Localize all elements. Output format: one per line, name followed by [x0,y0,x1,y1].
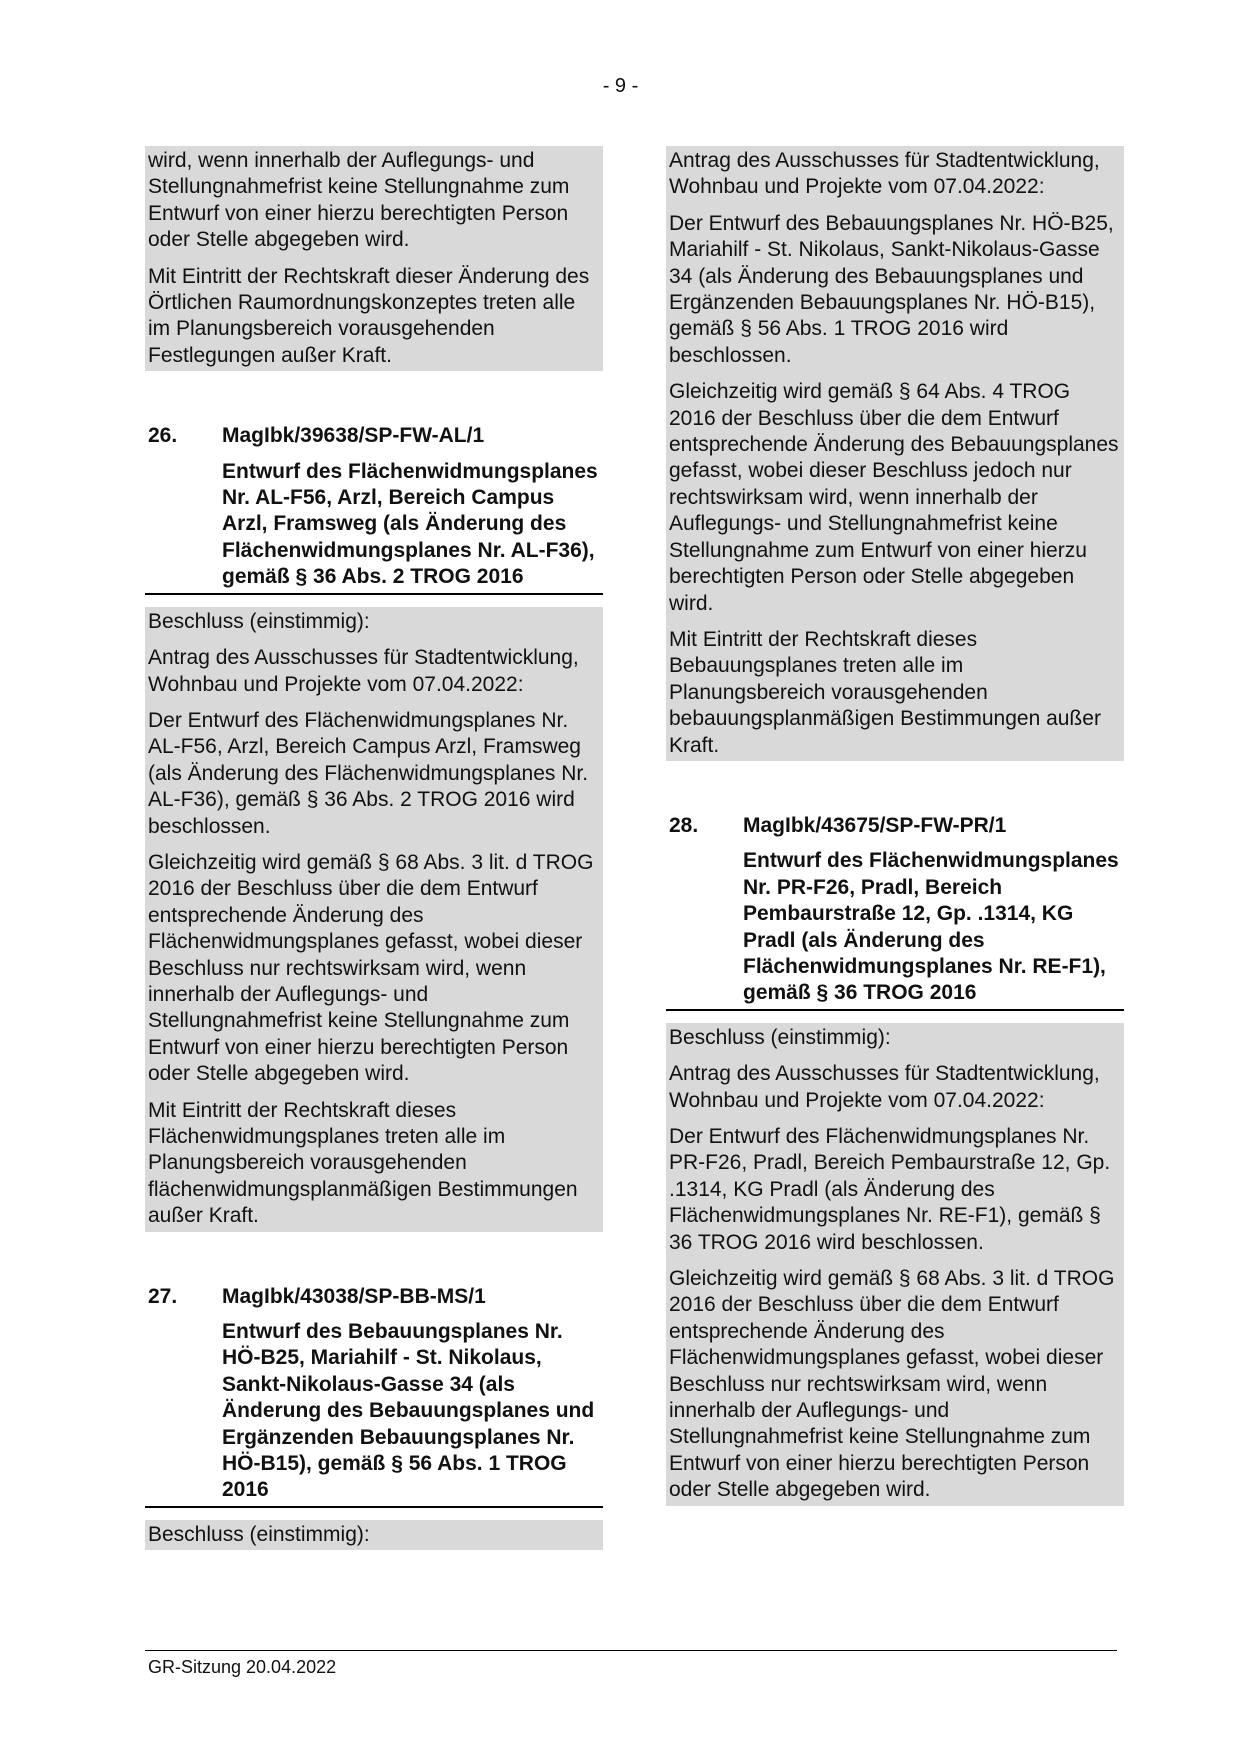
resolution-text-block [666,146,1124,761]
item-number: 27. [148,1284,178,1308]
paragraph: Der Entwurf des Flächenwidmungsplanes Nr. AL-F56, Arzl, Bereich Campus Arzl, Framsweg (als Änderung des Flächenwidmungsplanes Nr. AL-F36), gemäß § 36 Abs. 2 TROG 2016 wird beschlossen. [148,708,589,838]
footer-session-date: GR-Sitzung 20.04.2022 [148,1657,337,1677]
resolution-label: Beschluss (einstimmig): [148,609,370,633]
paragraph: Mit Eintritt der Rechtskraft dieses Bebauungsplanes treten alle im Planungsbereich vorausgehenden bebauungsplanmäßigen Bestimmungen außer Kraft. [669,627,1101,757]
resolution-label: Beschluss (einstimmig): [148,1522,370,1546]
page-number: - 9 - [602,75,639,97]
paragraph: Mit Eintritt der Rechtskraft dieser Änderung des Örtlichen Raumordnungskonzeptes treten alle im Planungsbereich vorausgehenden Festlegungen außer Kraft. [148,264,590,367]
paragraph: Antrag des Ausschusses für Stadtentwicklung, Wohnbau und Projekte vom 07.04.2022: [669,1062,1100,1112]
paragraph: Antrag des Ausschusses für Stadtentwicklung, Wohnbau und Projekte vom 07.04.2022: [148,646,579,696]
paragraph: Antrag des Ausschusses für Stadtentwicklung, Wohnbau und Projekte vom 07.04.2022: [669,149,1100,199]
agenda-item-27 [145,1284,603,1551]
paragraph: Der Entwurf des Flächenwidmungsplanes Nr. PR-F26, Pradl, Bereich Pembaurstraße 12, Gp. .1314, KG Pradl (als Änderung des Flächenwidmungsplanes Nr. RE-F1), gemäß § 36 TROG 2016 wird beschlossen. [669,1125,1111,1254]
item-code: MagIbk/43038/SP-BB-MS/1 [222,1284,486,1308]
left-column [145,146,603,1550]
item-heading [145,1284,603,1310]
item-number: 28. [669,813,699,837]
paragraph: Gleichzeitig wird gemäß § 64 Abs. 4 TROG 2016 der Beschluss über die dem Entwurf entsprechende Änderung des Bebauungsplanes gefasst, wobei dieser Beschluss jedoch nur rechtswirksam wird, wenn innerhalb der Auflegungs- und Stellungnahmefrist keine Stellungnahme zum Entwurf von einer hierzu berechtigten Person oder Stelle abgegeben wird. [669,380,1119,615]
item-heading [145,423,603,449]
item-title: Entwurf des Bebauungsplanes Nr. HÖ-B25, Mariahilf - St. Nikolaus, Sankt-Nikolaus-Gasse 34 (als Änderung des Bebauungsplanes und Ergänzenden Bebauungsplanes Nr. HÖ-B15), gemäß § 56 Abs. 1 TROG 2016 [145,1319,603,1508]
agenda-item-28 [666,813,1124,1506]
resolution-text-block [145,146,603,371]
paragraph: Gleichzeitig wird gemäß § 68 Abs. 3 lit. d TROG 2016 der Beschluss über die dem Entwurf entsprechende Änderung des Flächenwidmungsplanes gefasst, wobei dieser Beschluss nur rechtswirksam wird, wenn innerhalb der Auflegungs- und Stellungnahmefrist keine Stellungnahme zum Entwurf von einer hierzu berechtigten Person oder Stelle abgegeben wird. [148,850,594,1086]
agenda-item-26 [145,423,603,1231]
resolution-text-block [145,1520,603,1550]
resolution-label: Beschluss (einstimmig): [669,1025,891,1049]
paragraph: Mit Eintritt der Rechtskraft dieses Flächenwidmungsplanes treten alle im Planungsbereich vorausgehenden flächenwidmungsplanmäßigen Bestimmungen außer Kraft. [148,1098,578,1228]
right-column [666,146,1124,1506]
resolution-text-block [145,607,603,1232]
footer-divider [145,1650,1117,1651]
item-code: MagIbk/43675/SP-FW-PR/1 [743,813,1007,837]
item-number: 26. [148,424,178,448]
paragraph: wird, wenn innerhalb der Auflegungs- und Stellungnahmefrist keine Stellungnahme zum Entwurf von einer hierzu berechtigten Person oder Stelle abgegeben wird. [148,149,570,252]
item-heading [666,813,1124,839]
paragraph: Der Entwurf des Bebauungsplanes Nr. HÖ-B25, Mariahilf - St. Nikolaus, Sankt-Nikolaus-Gasse 34 (als Änderung des Bebauungsplanes und Ergänzenden Bebauungsplanes Nr. HÖ-B15), gemäß § 56 Abs. 1 TROG 2016 wird beschlossen. [669,211,1114,367]
item-title: Entwurf des Flächenwidmungsplanes Nr. AL-F56, Arzl, Bereich Campus Arzl, Framsweg (als Änderung des Flächenwidmungsplanes Nr. AL-F36), gemäß § 36 Abs. 2 TROG 2016 [145,459,603,595]
item-code: MagIbk/39638/SP-FW-AL/1 [222,424,485,448]
resolution-text-block [666,1023,1124,1506]
paragraph: Gleichzeitig wird gemäß § 68 Abs. 3 lit. d TROG 2016 der Beschluss über die dem Entwurf entsprechende Änderung des Flächenwidmungsplanes gefasst, wobei dieser Beschluss nur rechtswirksam wird, wenn innerhalb der Auflegungs- und Stellungnahmefrist keine Stellungnahme zum Entwurf von einer hierzu berechtigten Person oder Stelle abgegeben wird. [669,1267,1115,1502]
item-title: Entwurf des Flächenwidmungsplanes Nr. PR-F26, Pradl, Bereich Pembaurstraße 12, Gp. .1314, KG Pradl (als Änderung des Flächenwidmungsplanes Nr. RE-F1), gemäß § 36 TROG 2016 [666,848,1124,1010]
